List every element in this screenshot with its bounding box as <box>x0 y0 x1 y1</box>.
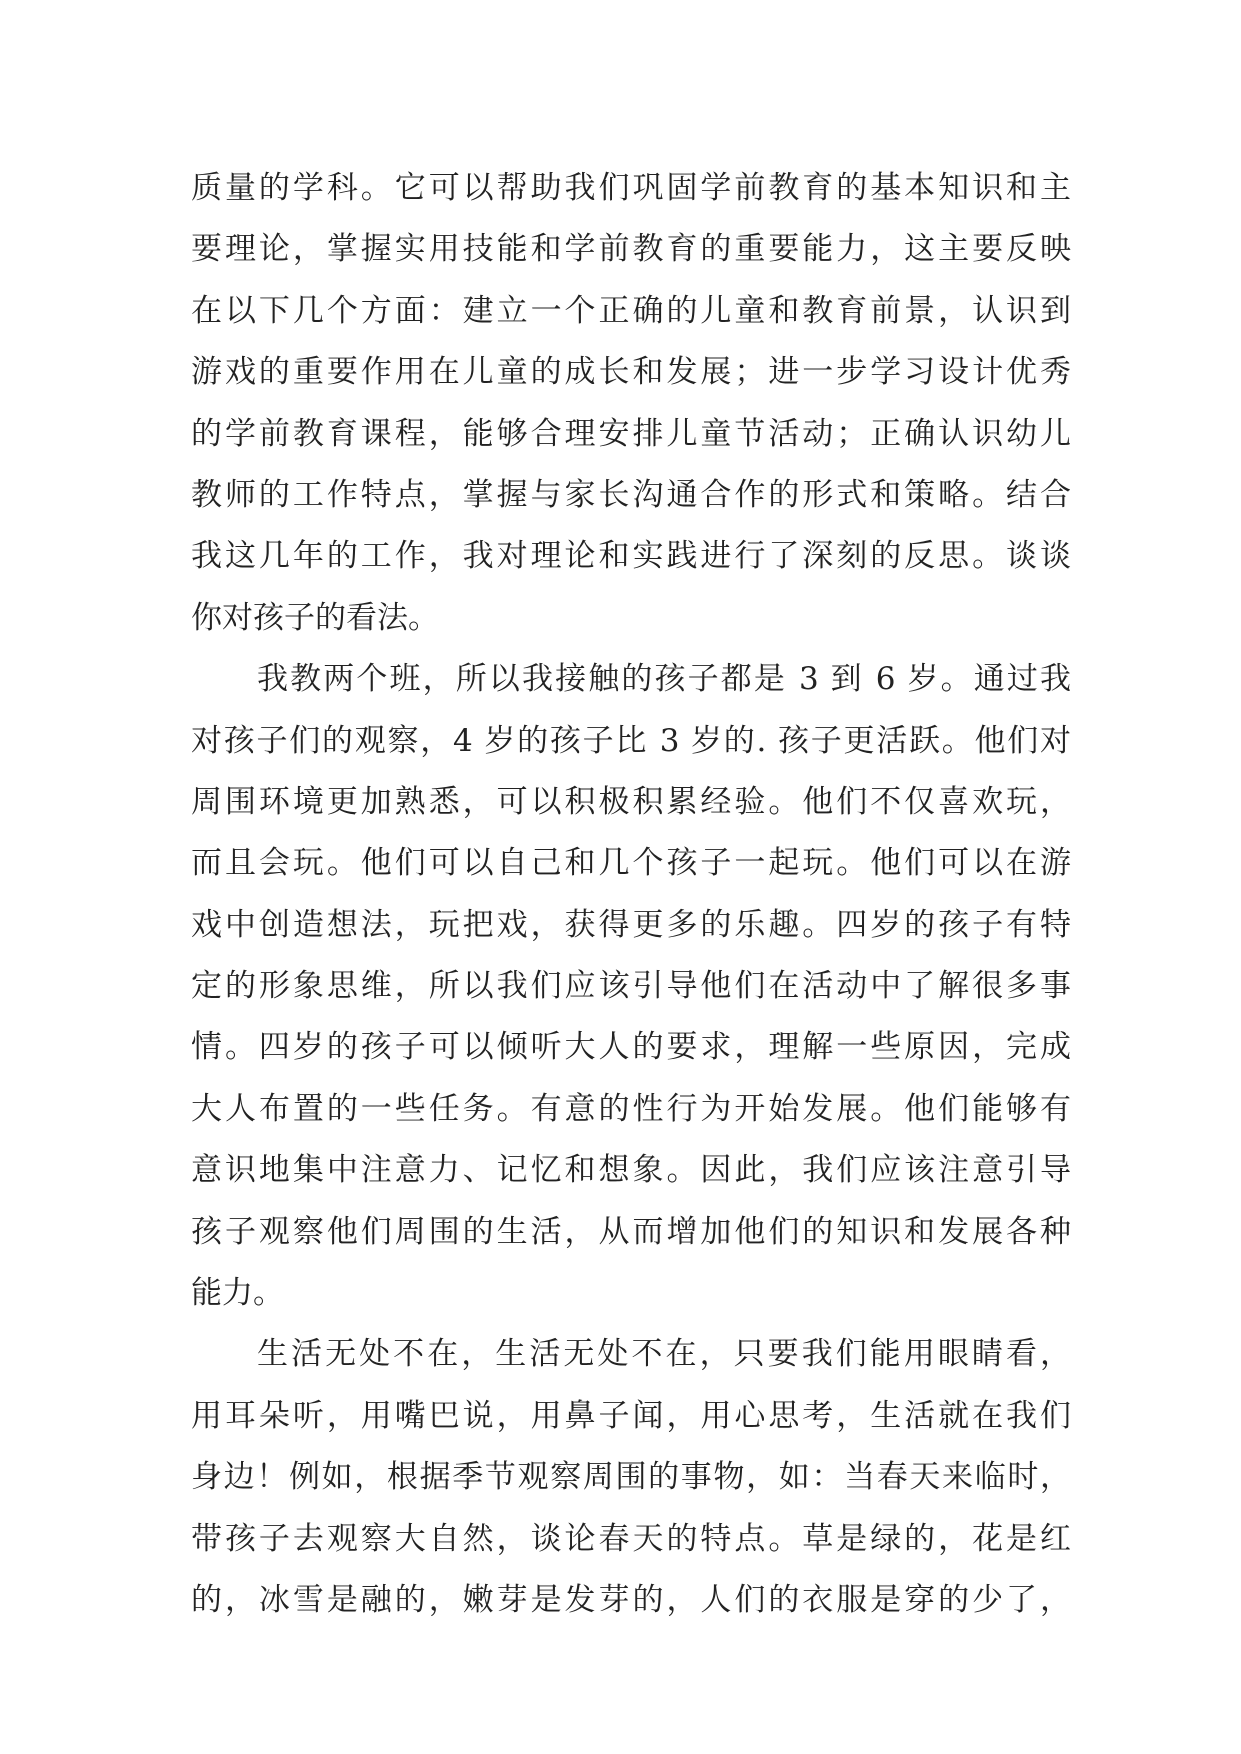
text-line: 我这几年的工作，我对理论和实践进行了深刻的反思。谈谈 <box>191 538 1071 575</box>
text-line: 意识地集中注意力、记忆和想象。因此，我们应该注意引导 <box>191 1152 1071 1189</box>
text-line: 质量的学科。它可以帮助我们巩固学前教育的基本知识和主 <box>191 170 1071 206</box>
text-line: 我教两个班，所以我接触的孩子都是 3 到 6 岁。通过我 <box>257 661 1071 698</box>
text-line: 大人布置的一些任务。有意的性行为开始发展。他们能够有 <box>191 1090 1071 1127</box>
text-line: 的学前教育课程，能够合理安排儿童节活动；正确认识幼儿 <box>191 415 1071 452</box>
text-line: 对孩子们的观察，4 岁的孩子比 3 岁的. 孩子更活跃。他们对 <box>191 722 1071 759</box>
text-line: 在以下几个方面：建立一个正确的儿童和教育前景，认识到 <box>191 292 1071 329</box>
paragraph-1 <box>191 158 1071 649</box>
text-line: 情。四岁的孩子可以倾听大人的要求，理解一些原因，完成 <box>191 1029 1071 1066</box>
document-body <box>191 158 1071 1631</box>
text-line: 周围环境更加熟悉，可以积极积累经验。他们不仅喜欢玩， <box>191 783 1071 820</box>
text-line: 能力。 <box>191 1275 284 1312</box>
text-line: 要理论，掌握实用技能和学前教育的重要能力，这主要反映 <box>191 231 1071 268</box>
text-line: 教师的工作特点，掌握与家长沟通合作的形式和策略。结合 <box>191 476 1071 513</box>
text-line: 你对孩子的看法。 <box>191 599 439 636</box>
text-line: 孩子观察他们周围的生活，从而增加他们的知识和发展各种 <box>191 1213 1071 1250</box>
paragraph-3 <box>191 1324 1071 1631</box>
text-line: 定的形象思维，所以我们应该引导他们在活动中了解很多事 <box>191 968 1071 1005</box>
text-line: 戏中创造想法，玩把戏，获得更多的乐趣。四岁的孩子有特 <box>191 906 1071 943</box>
text-line: 用耳朵听，用嘴巴说，用鼻子闻，用心思考，生活就在我们 <box>191 1397 1071 1434</box>
paragraph-2 <box>191 649 1071 1324</box>
text-line: 而且会玩。他们可以自己和几个孩子一起玩。他们可以在游 <box>191 845 1071 882</box>
text-line: 身边！例如，根据季节观察周围的事物，如：当春天来临时， <box>191 1459 1071 1496</box>
text-line: 游戏的重要作用在儿童的成长和发展；进一步学习设计优秀 <box>191 354 1071 391</box>
text-line: 生活无处不在，生活无处不在，只要我们能用眼睛看， <box>257 1336 1071 1373</box>
text-line: 的，冰雪是融的，嫩芽是发芽的，人们的衣服是穿的少了， <box>191 1581 1071 1618</box>
text-line: 带孩子去观察大自然，谈论春天的特点。草是绿的，花是红 <box>191 1520 1071 1557</box>
